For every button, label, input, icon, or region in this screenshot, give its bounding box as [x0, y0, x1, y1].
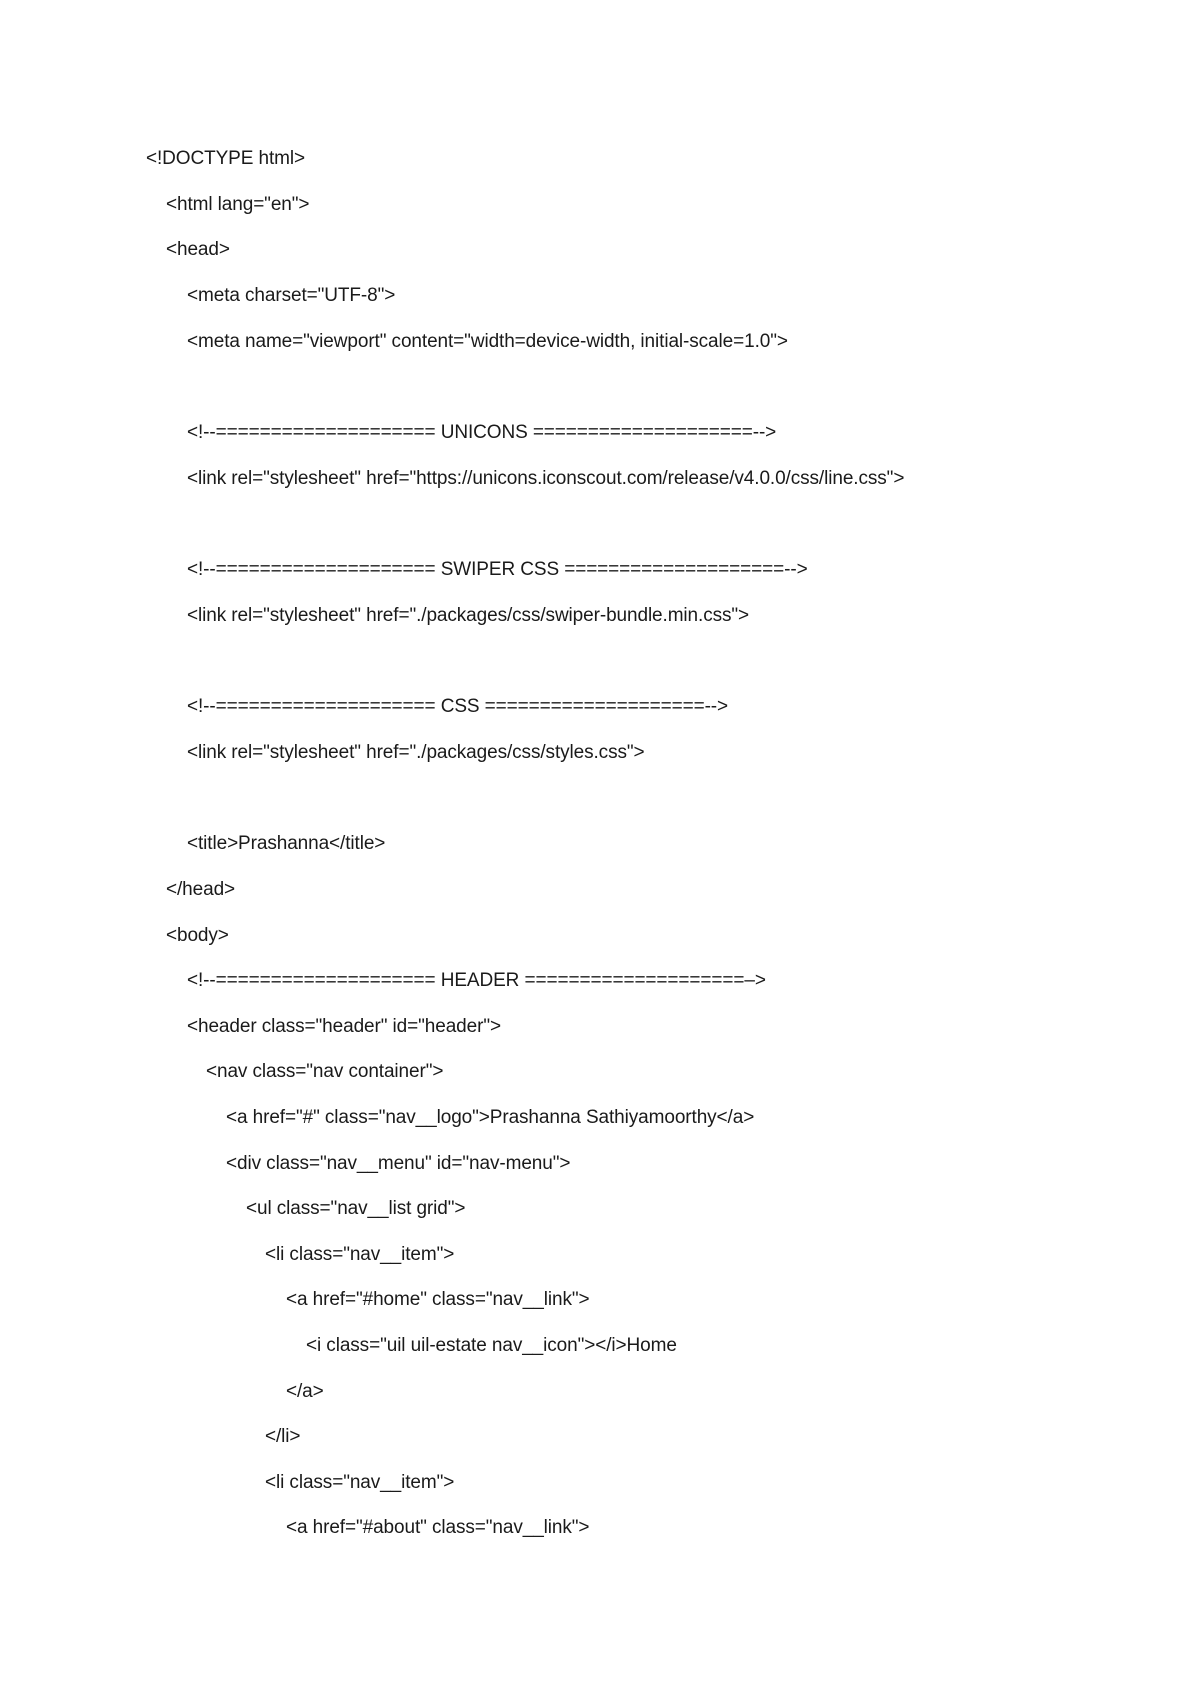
- code-line: <a href="#" class="nav__logo">Prashanna Sathiyamoorthy</a>: [226, 1107, 755, 1128]
- code-line: <!DOCTYPE html>: [146, 148, 305, 169]
- code-line: <title>Prashanna</title>: [187, 833, 386, 854]
- code-line: <!--==================== HEADER ====================–>: [187, 970, 766, 991]
- code-line: </li>: [265, 1426, 301, 1447]
- code-line: <meta charset="UTF-8">: [187, 285, 396, 306]
- code-line: <li class="nav__item">: [265, 1472, 455, 1493]
- code-line: <!--==================== CSS ====================-->: [187, 696, 729, 717]
- code-line: <header class="header" id="header">: [187, 1016, 501, 1037]
- code-line: <li class="nav__item">: [265, 1244, 455, 1265]
- code-line: <head>: [166, 239, 230, 260]
- code-line: <meta name="viewport" content="width=device-width, initial-scale=1.0">: [187, 331, 788, 352]
- code-line: <link rel="stylesheet" href="./packages/css/styles.css">: [187, 742, 645, 763]
- code-line: <i class="uil uil-estate nav__icon"></i>Home: [306, 1335, 677, 1356]
- code-line: <ul class="nav__list grid">: [246, 1198, 466, 1219]
- code-line: <html lang="en">: [166, 194, 310, 215]
- code-line: <a href="#about" class="nav__link">: [286, 1517, 590, 1538]
- code-line: <a href="#home" class="nav__link">: [286, 1289, 590, 1310]
- code-line: </head>: [166, 879, 236, 900]
- code-line: <link rel="stylesheet" href="https://unicons.iconscout.com/release/v4.0.0/css/line.css">: [187, 468, 905, 489]
- code-line: <link rel="stylesheet" href="./packages/css/swiper-bundle.min.css">: [187, 605, 750, 626]
- code-line: <!--==================== UNICONS ====================-->: [187, 422, 777, 443]
- code-line: <nav class="nav container">: [206, 1061, 444, 1082]
- code-line: <div class="nav__menu" id="nav-menu">: [226, 1153, 571, 1174]
- code-line: <body>: [166, 925, 229, 946]
- code-line: <!--==================== SWIPER CSS ====================-->: [187, 559, 808, 580]
- code-line: </a>: [286, 1381, 324, 1402]
